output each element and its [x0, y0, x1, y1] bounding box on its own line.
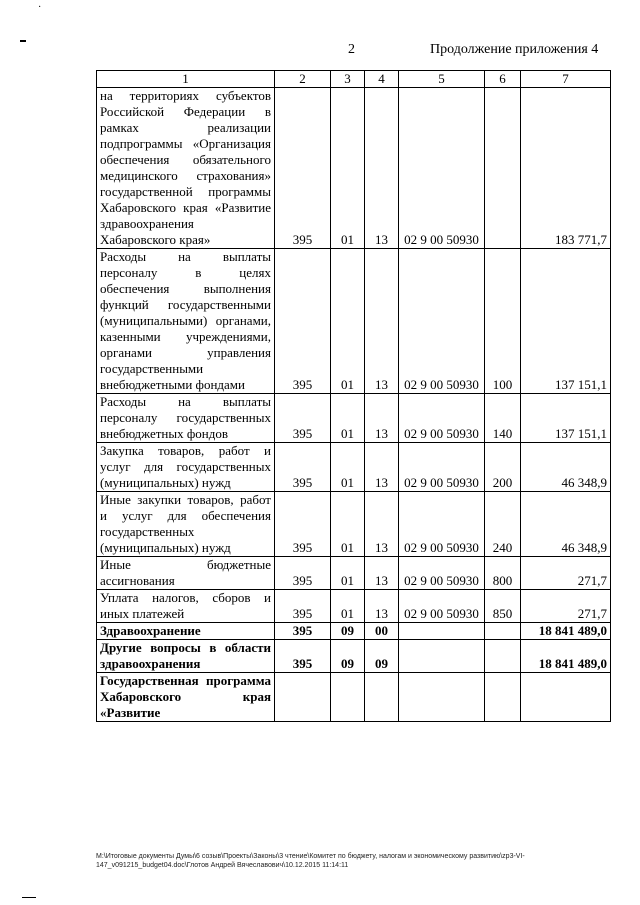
code-ministry: 395	[275, 88, 331, 249]
row-name: Другие вопросы в области здравоохранения	[97, 640, 275, 673]
row-name: Иные закупки товаров, работ и услуг для обеспечения государственных (муниципальных) нужд	[97, 492, 275, 557]
table-row	[97, 249, 611, 394]
code-ministry: 395	[275, 443, 331, 492]
column-header-row	[97, 71, 611, 88]
table-row	[97, 673, 611, 722]
code-ministry: 395	[275, 492, 331, 557]
column-header: 4	[365, 71, 399, 88]
row-name: Уплата налогов, сборов и иных платежей	[97, 590, 275, 623]
column-header: 7	[521, 71, 611, 88]
code-subsection: 00	[365, 623, 399, 640]
table-row	[97, 590, 611, 623]
code-ministry: 395	[275, 249, 331, 394]
row-name: Расходы на выплаты персоналу государственных внебюджетных фондов	[97, 394, 275, 443]
code-section: 01	[331, 249, 365, 394]
code-expense-type: 240	[485, 492, 521, 557]
code-expense-type: 850	[485, 590, 521, 623]
amount: 18 841 489,0	[521, 640, 611, 673]
code-section: 01	[331, 394, 365, 443]
appendix-continuation-label: Продолжение приложения 4	[430, 42, 599, 57]
code-ministry: 395	[275, 640, 331, 673]
row-name: Государственная программа Хабаровского края «Развитие	[97, 673, 275, 722]
code-target-article: 02 9 00 50930	[399, 443, 485, 492]
code-expense-type: 200	[485, 443, 521, 492]
column-header: 3	[331, 71, 365, 88]
column-header: 5	[399, 71, 485, 88]
column-header: 1	[97, 71, 275, 88]
code-target-article	[399, 673, 485, 722]
code-subsection: 13	[365, 443, 399, 492]
amount: 18 841 489,0	[521, 623, 611, 640]
code-expense-type	[485, 623, 521, 640]
table-row	[97, 394, 611, 443]
amount: 46 348,9	[521, 443, 611, 492]
code-subsection: 13	[365, 88, 399, 249]
row-name: Здравоохранение	[97, 623, 275, 640]
code-target-article: 02 9 00 50930	[399, 394, 485, 443]
code-subsection: 13	[365, 394, 399, 443]
scan-mark-left	[20, 40, 26, 42]
code-section: 01	[331, 88, 365, 249]
code-ministry: 395	[275, 623, 331, 640]
document-path-footer: M:\Итоговые документы Думы\6 созыв\Проекты\Законы\3 чтение\Комитет по бюджету, налогам и экономическому развитию\zp3-VI-147_v091215_budget04.doc\Глотов Андрей Вячеславович\10.12.2015 11:14:11	[96, 853, 525, 869]
amount: 137 151,1	[521, 394, 611, 443]
code-target-article: 02 9 00 50930	[399, 249, 485, 394]
table-row	[97, 492, 611, 557]
code-subsection: 13	[365, 590, 399, 623]
code-subsection: 13	[365, 492, 399, 557]
code-expense-type: 100	[485, 249, 521, 394]
amount: 183 771,7	[521, 88, 611, 249]
amount: 46 348,9	[521, 492, 611, 557]
scan-mark-bottom	[22, 897, 36, 898]
code-section: 01	[331, 492, 365, 557]
code-expense-type	[485, 673, 521, 722]
code-expense-type	[485, 88, 521, 249]
table-row	[97, 443, 611, 492]
code-ministry	[275, 673, 331, 722]
code-ministry: 395	[275, 394, 331, 443]
code-subsection	[365, 673, 399, 722]
code-section: 09	[331, 623, 365, 640]
code-expense-type: 140	[485, 394, 521, 443]
code-ministry: 395	[275, 557, 331, 590]
code-expense-type: 800	[485, 557, 521, 590]
code-subsection: 09	[365, 640, 399, 673]
table-row	[97, 623, 611, 640]
table-row	[97, 88, 611, 249]
code-target-article: 02 9 00 50930	[399, 492, 485, 557]
row-name: на территориях субъектов Российской Федерации в рамках реализации подпрограммы «Организация обеспечения обязательного медицинского страхования» государственной программы Хабаровского края «Развитие здравоохранения Хабаровского края»	[97, 88, 275, 249]
amount: 271,7	[521, 590, 611, 623]
code-section: 01	[331, 443, 365, 492]
row-name: Закупка товаров, работ и услуг для государственных (муниципальных) нужд	[97, 443, 275, 492]
code-target-article: 02 9 00 50930	[399, 590, 485, 623]
code-target-article: 02 9 00 50930	[399, 557, 485, 590]
column-header: 2	[275, 71, 331, 88]
code-ministry: 395	[275, 590, 331, 623]
amount: 271,7	[521, 557, 611, 590]
code-subsection: 13	[365, 249, 399, 394]
code-subsection: 13	[365, 557, 399, 590]
amount: 137 151,1	[521, 249, 611, 394]
row-name: Расходы на выплаты персоналу в целях обеспечения выполнения функций государственными (муниципальными) органами, казенными учреждениями, органами управления государственными внебюджетными фондами	[97, 249, 275, 394]
code-section: 09	[331, 640, 365, 673]
page-number: 2	[348, 42, 355, 57]
table-row	[97, 640, 611, 673]
row-name: Иные бюджетные ассигнования	[97, 557, 275, 590]
code-section: 01	[331, 590, 365, 623]
code-section	[331, 673, 365, 722]
budget-table	[96, 70, 611, 722]
scan-mark-top: ·	[38, 2, 42, 13]
code-target-article	[399, 640, 485, 673]
code-target-article	[399, 623, 485, 640]
table-row	[97, 557, 611, 590]
column-header: 6	[485, 71, 521, 88]
amount	[521, 673, 611, 722]
code-section: 01	[331, 557, 365, 590]
code-target-article: 02 9 00 50930	[399, 88, 485, 249]
code-expense-type	[485, 640, 521, 673]
